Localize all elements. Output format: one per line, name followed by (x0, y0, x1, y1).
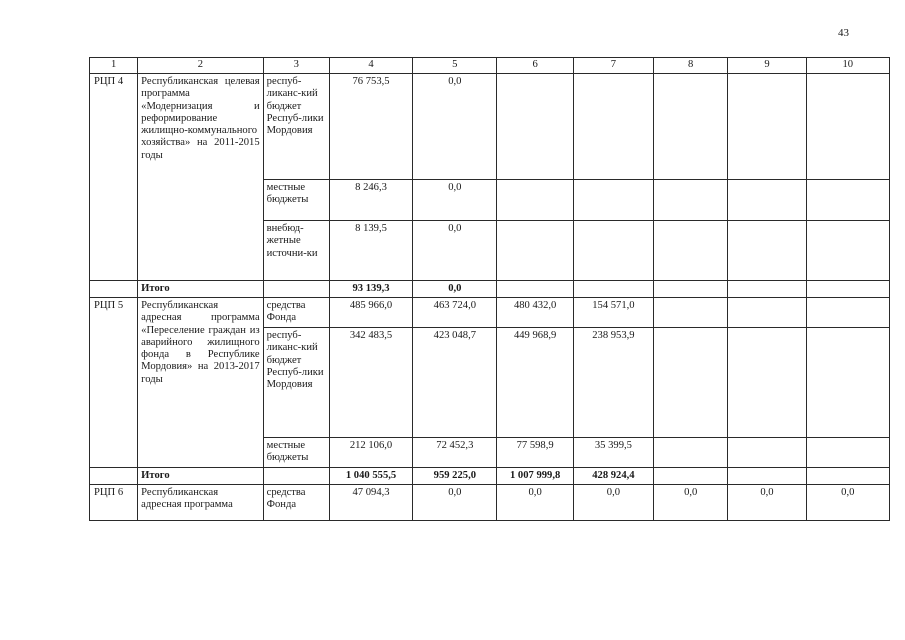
total-value (806, 281, 889, 298)
value-cell (806, 438, 889, 468)
total-label: Итого (138, 468, 263, 485)
total-value (728, 468, 806, 485)
value-cell: 77 598,9 (497, 438, 573, 468)
funding-source: респуб-ликанс-кий бюджет Респуб-лики Мордовия (263, 328, 329, 438)
value-cell (728, 221, 806, 281)
column-header: 6 (497, 58, 573, 74)
value-cell: 154 571,0 (573, 298, 653, 328)
value-cell (497, 221, 573, 281)
program-name: Республиканская адресная программа «Переселение граждан из аварийного жилищного фонда в Республике Мордовия» на 2013-2017 годы (138, 298, 263, 468)
value-cell (573, 74, 653, 180)
value-cell: 0,0 (573, 485, 653, 521)
funding-source: средства Фонда (263, 298, 329, 328)
value-cell: 238 953,9 (573, 328, 653, 438)
value-cell: 0,0 (497, 485, 573, 521)
page-number: 43 (838, 27, 849, 39)
value-cell: 449 968,9 (497, 328, 573, 438)
column-header: 5 (413, 58, 497, 74)
table-row (90, 485, 890, 521)
program-code: РЦП 6 (90, 485, 138, 521)
total-value (728, 281, 806, 298)
value-cell (573, 221, 653, 281)
value-cell: 47 094,3 (329, 485, 412, 521)
column-header: 10 (806, 58, 889, 74)
value-cell: 0,0 (654, 485, 728, 521)
value-cell (728, 438, 806, 468)
value-cell (654, 438, 728, 468)
funding-source: местные бюджеты (263, 180, 329, 221)
total-value (497, 281, 573, 298)
total-value: 1 040 555,5 (329, 468, 412, 485)
value-cell: 0,0 (413, 74, 497, 180)
funding-source: внебюд-жетные источни-ки (263, 221, 329, 281)
value-cell (806, 74, 889, 180)
funding-source: респуб-ликанс-кий бюджет Респуб-лики Мордовия (263, 74, 329, 180)
column-header: 8 (654, 58, 728, 74)
total-value: 93 139,3 (329, 281, 412, 298)
value-cell: 8 246,3 (329, 180, 412, 221)
value-cell: 8 139,5 (329, 221, 412, 281)
column-header: 7 (573, 58, 653, 74)
value-cell (806, 221, 889, 281)
value-cell (806, 298, 889, 328)
value-cell (654, 74, 728, 180)
program-name: Республиканская целевая программа «Модернизация и реформирование жилищно-коммунального хозяйства» на 2011-2015 годы (138, 74, 263, 281)
total-value (806, 468, 889, 485)
table-row (90, 74, 890, 180)
total-row (90, 281, 890, 298)
value-cell: 480 432,0 (497, 298, 573, 328)
value-cell: 0,0 (413, 221, 497, 281)
value-cell (806, 180, 889, 221)
total-value (654, 468, 728, 485)
total-value (573, 281, 653, 298)
value-cell (806, 328, 889, 438)
value-cell (728, 328, 806, 438)
value-cell: 76 753,5 (329, 74, 412, 180)
column-number-row (90, 58, 890, 74)
program-code: РЦП 4 (90, 74, 138, 281)
column-header: 1 (90, 58, 138, 74)
total-value: 0,0 (413, 281, 497, 298)
funding-source: средства Фонда (263, 485, 329, 521)
total-value: 428 924,4 (573, 468, 653, 485)
value-cell (497, 74, 573, 180)
value-cell: 35 399,5 (573, 438, 653, 468)
value-cell: 423 048,7 (413, 328, 497, 438)
total-value (654, 281, 728, 298)
column-header: 4 (329, 58, 412, 74)
budget-table (89, 57, 890, 521)
value-cell (654, 221, 728, 281)
value-cell (654, 298, 728, 328)
value-cell (573, 180, 653, 221)
total-value: 1 007 999,8 (497, 468, 573, 485)
program-name: Республиканская адресная программа (138, 485, 263, 521)
column-header: 2 (138, 58, 263, 74)
total-row (90, 468, 890, 485)
value-cell (728, 298, 806, 328)
value-cell: 0,0 (413, 485, 497, 521)
value-cell: 0,0 (728, 485, 806, 521)
value-cell: 485 966,0 (329, 298, 412, 328)
value-cell (654, 328, 728, 438)
column-header: 3 (263, 58, 329, 74)
value-cell (728, 180, 806, 221)
value-cell: 0,0 (806, 485, 889, 521)
column-header: 9 (728, 58, 806, 74)
value-cell (497, 180, 573, 221)
value-cell: 342 483,5 (329, 328, 412, 438)
total-label: Итого (138, 281, 263, 298)
funding-source: местные бюджеты (263, 438, 329, 468)
value-cell (654, 180, 728, 221)
program-code: РЦП 5 (90, 298, 138, 468)
value-cell: 0,0 (413, 180, 497, 221)
table-row (90, 298, 890, 328)
value-cell: 212 106,0 (329, 438, 412, 468)
total-value: 959 225,0 (413, 468, 497, 485)
value-cell: 72 452,3 (413, 438, 497, 468)
value-cell: 463 724,0 (413, 298, 497, 328)
value-cell (728, 74, 806, 180)
